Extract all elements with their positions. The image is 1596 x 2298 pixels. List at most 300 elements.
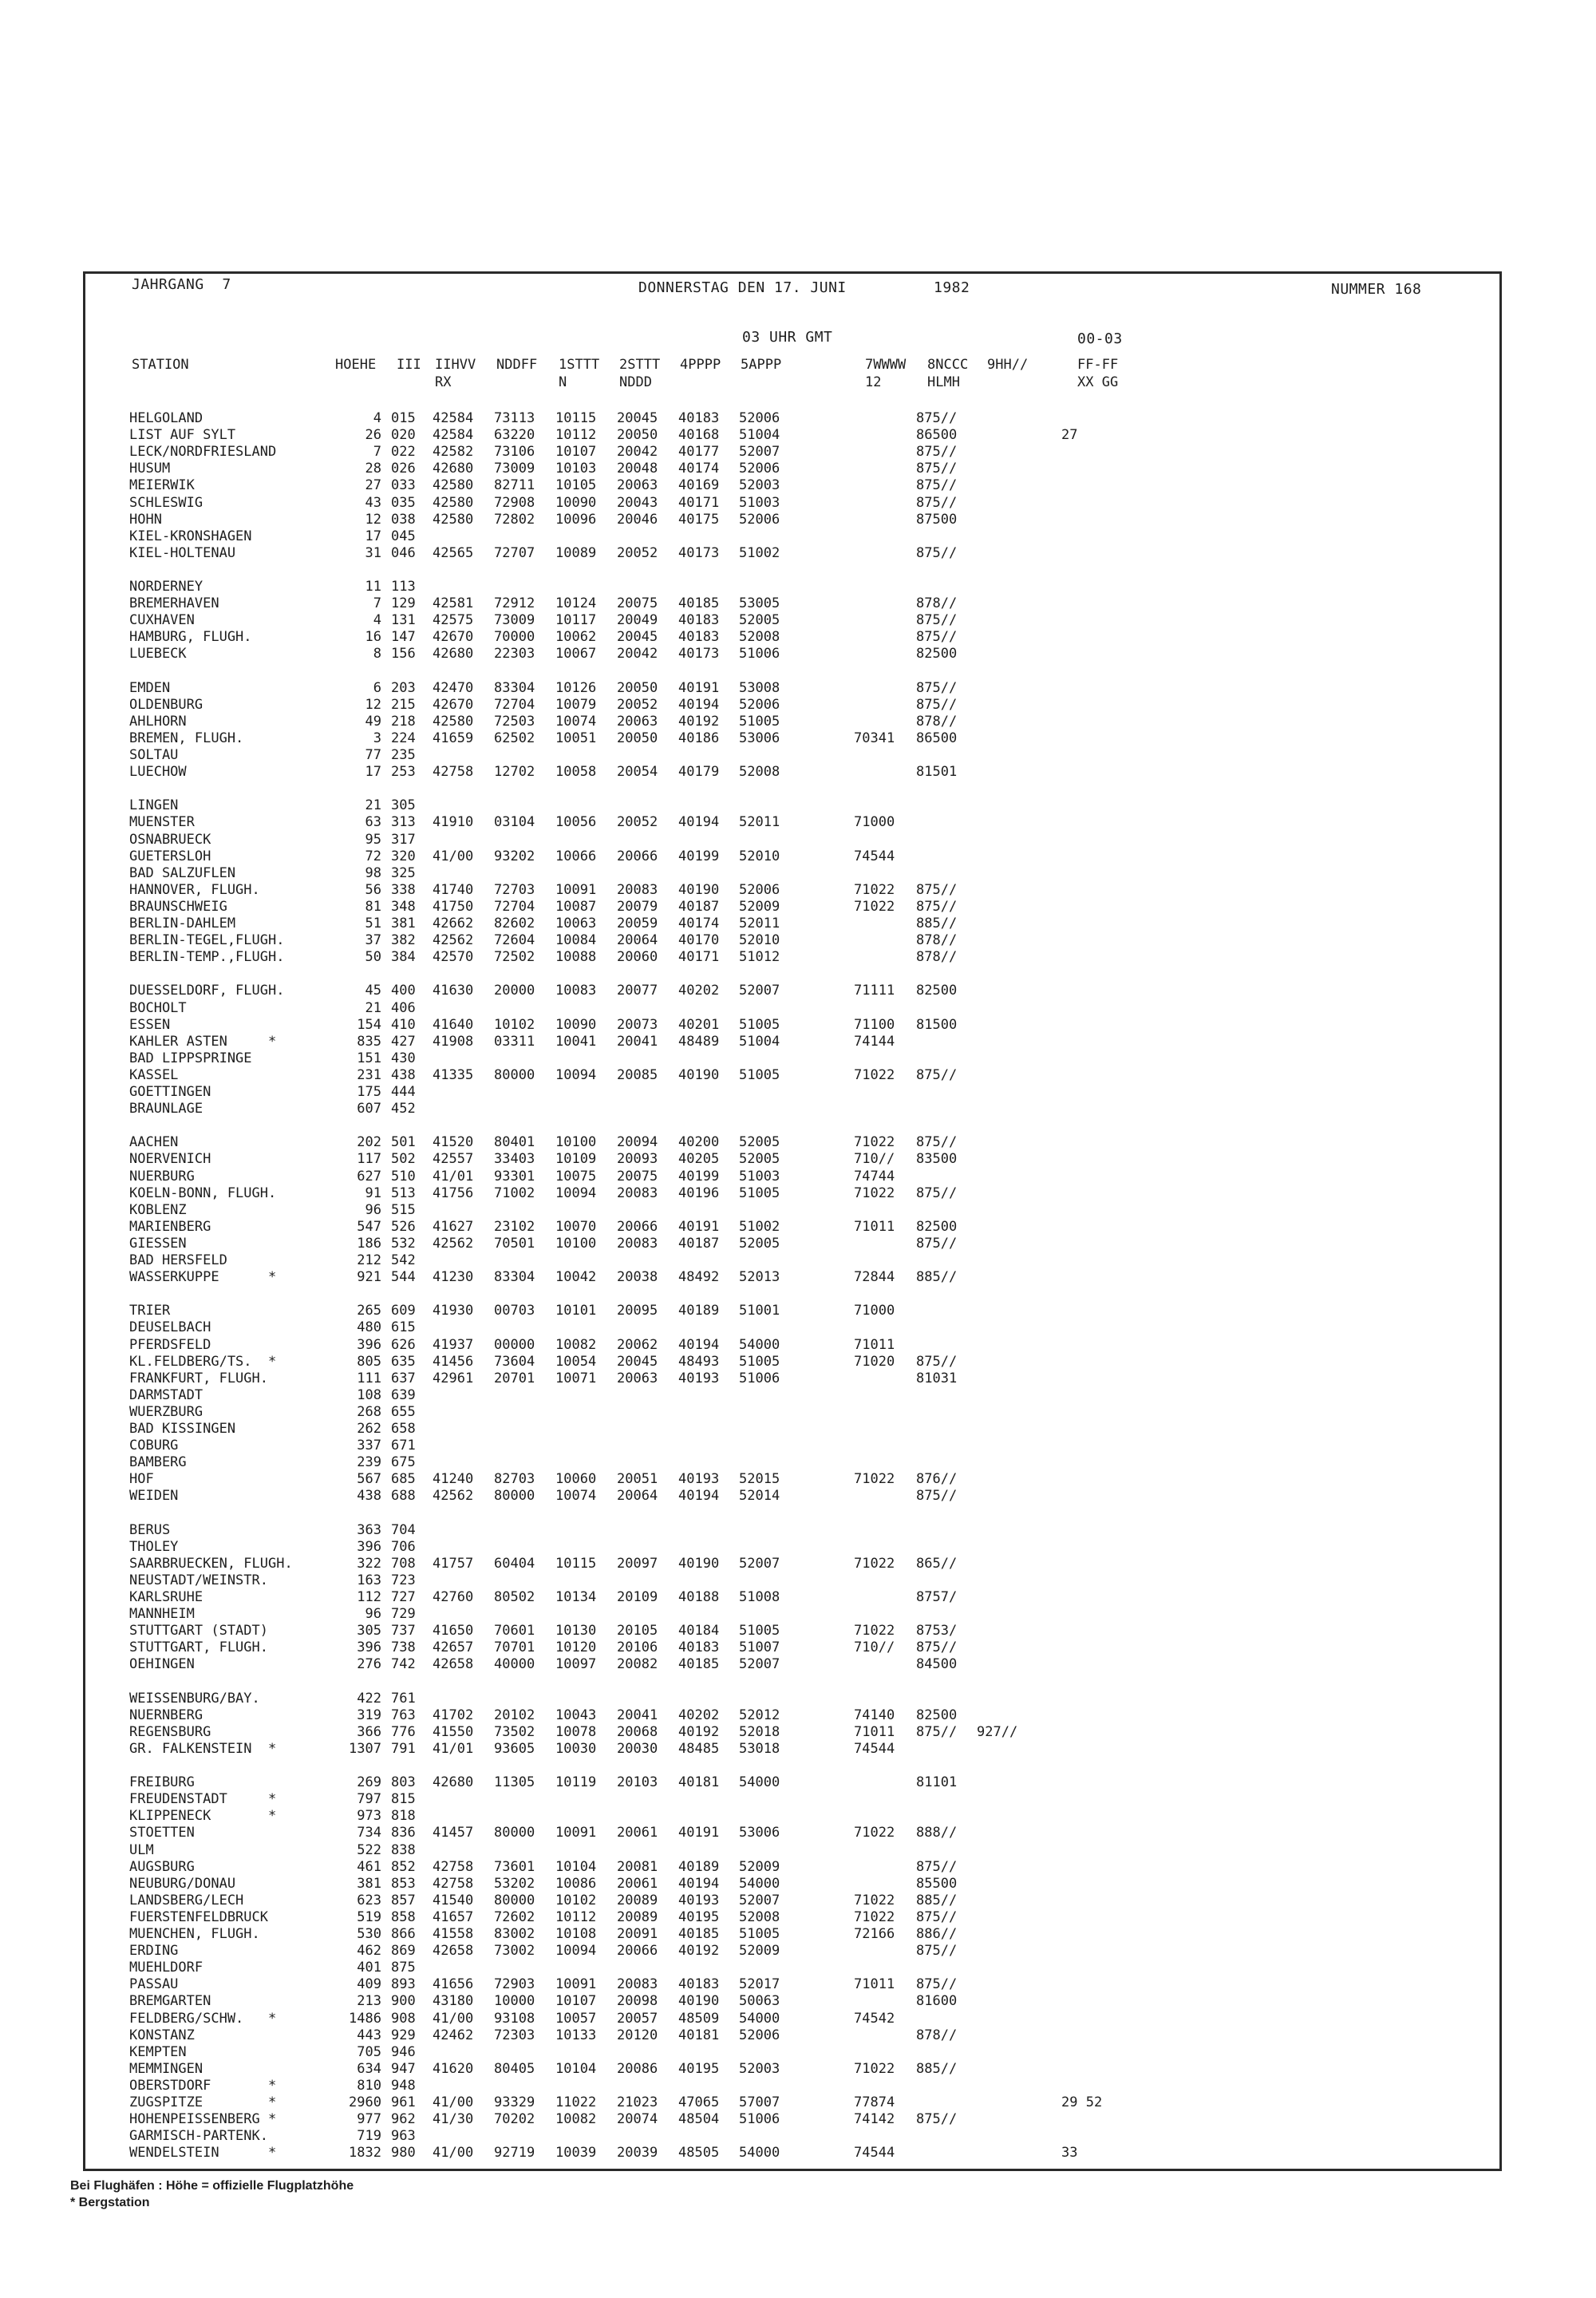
cell-5appp: 52007 xyxy=(739,983,780,999)
cell-2sttt: 20120 xyxy=(617,2027,658,2043)
cell-iii: 685 xyxy=(391,1471,416,1488)
cell-hoehe: 337 xyxy=(357,1438,381,1454)
cell-7wwww: 71000 xyxy=(854,1303,895,1319)
cell-2sttt: 20060 xyxy=(617,949,658,966)
cell-7wwww: 71022 xyxy=(854,898,895,915)
cell-hoehe: 7 xyxy=(373,595,381,612)
cell-4pppp: 40174 xyxy=(678,461,720,477)
cell-station: WASSERKUPPE * xyxy=(129,1269,277,1286)
cell-4pppp: 40193 xyxy=(678,1370,720,1386)
cell-2sttt: 20091 xyxy=(617,1926,658,1942)
cell-8nccc: 885// xyxy=(916,1269,958,1286)
cell-iihvv: 42580 xyxy=(433,494,474,511)
cell-7wwww: 72166 xyxy=(854,1926,895,1942)
cell-iii: 406 xyxy=(391,999,416,1016)
cell-5appp: 52012 xyxy=(739,1707,780,1723)
cell-iihvv: 41657 xyxy=(433,1908,474,1925)
table-row xyxy=(0,1808,1596,1824)
table-row xyxy=(0,932,1596,948)
cell-iii: 218 xyxy=(391,713,416,730)
cell-1sttt: 10108 xyxy=(555,1926,597,1942)
cell-hoehe: 151 xyxy=(357,1050,381,1066)
cell-2sttt: 20097 xyxy=(617,1555,658,1572)
cell-2sttt: 20039 xyxy=(617,2145,658,2162)
cell-iii: 427 xyxy=(391,1033,416,1050)
cell-1sttt: 10051 xyxy=(555,730,597,746)
cell-nddff: 93108 xyxy=(494,2010,535,2027)
cell-8nccc: 885// xyxy=(916,916,958,931)
cell-iii: 853 xyxy=(391,1875,416,1892)
cell-2sttt: 20082 xyxy=(617,1656,658,1673)
cell-7wwww: 74744 xyxy=(854,1168,895,1185)
cell-iihvv: 41937 xyxy=(433,1336,474,1353)
table-row xyxy=(0,747,1596,763)
col-2sttt: 2STTT NDDD xyxy=(619,357,661,390)
cell-7wwww: 71022 xyxy=(854,1185,895,1201)
cell-ff: 29 52 xyxy=(1061,2094,1103,2110)
cell-8nccc: 85500 xyxy=(916,1875,958,1892)
cell-1sttt: 10084 xyxy=(555,932,597,949)
cell-1sttt: 10056 xyxy=(555,814,597,831)
cell-8nccc: 875// xyxy=(916,612,958,629)
cell-4pppp: 40185 xyxy=(678,1926,720,1942)
cell-7wwww: 71022 xyxy=(854,1908,895,1925)
cell-2sttt: 20043 xyxy=(617,494,658,511)
cell-hoehe: 186 xyxy=(357,1235,381,1252)
cell-iii: 761 xyxy=(391,1690,416,1707)
cell-2sttt: 20086 xyxy=(617,2060,658,2077)
cell-5appp: 52006 xyxy=(739,461,780,477)
cell-5appp: 51005 xyxy=(739,1623,780,1639)
cell-5appp: 52008 xyxy=(739,1908,780,1925)
cell-4pppp: 40194 xyxy=(678,814,720,831)
cell-hoehe: 363 xyxy=(357,1521,381,1538)
cell-hoehe: 409 xyxy=(357,1976,381,1993)
cell-8nccc: 888// xyxy=(916,1825,958,1841)
cell-station: BAD KISSINGEN xyxy=(129,1421,236,1437)
cell-7wwww: 74142 xyxy=(854,2111,895,2128)
cell-hoehe: 422 xyxy=(357,1690,381,1707)
cell-station: MUENCHEN, FLUGH. xyxy=(129,1926,260,1942)
cell-1sttt: 10091 xyxy=(555,1825,597,1841)
table-row xyxy=(0,1909,1596,1925)
cell-5appp: 51002 xyxy=(739,1218,780,1235)
cell-iii: 532 xyxy=(391,1235,416,1252)
cell-2sttt: 20109 xyxy=(617,1589,658,1605)
cell-nddff: 83002 xyxy=(494,1926,535,1942)
cell-iii: 818 xyxy=(391,1808,416,1825)
cell-8nccc: 876// xyxy=(916,1471,958,1488)
table-row xyxy=(0,2061,1596,2077)
cell-nddff: 93202 xyxy=(494,848,535,864)
cell-iihvv: 42680 xyxy=(433,646,474,663)
cell-4pppp: 48505 xyxy=(678,2145,720,2162)
cell-iii: 708 xyxy=(391,1555,416,1572)
cell-1sttt: 10115 xyxy=(555,410,597,426)
cell-hoehe: 3 xyxy=(373,730,381,746)
cell-hoehe: 56 xyxy=(365,881,381,898)
col-hoehe: HOEHE xyxy=(335,357,377,373)
cell-7wwww: 71022 xyxy=(854,2060,895,2077)
cell-2sttt: 20050 xyxy=(617,427,658,444)
cell-2sttt: 20061 xyxy=(617,1825,658,1841)
table-row xyxy=(0,1438,1596,1454)
table-row xyxy=(0,1219,1596,1235)
cell-iihvv: 41230 xyxy=(433,1269,474,1286)
cell-hoehe: 31 xyxy=(365,544,381,561)
cell-station: ULM xyxy=(129,1841,154,1858)
table-row xyxy=(0,1606,1596,1622)
table-row xyxy=(0,1050,1596,1066)
cell-1sttt: 10030 xyxy=(555,1740,597,1757)
cell-hoehe: 7 xyxy=(373,444,381,461)
cell-8nccc: 875// xyxy=(916,444,958,461)
table-row xyxy=(0,797,1596,813)
cell-hoehe: 154 xyxy=(357,1016,381,1033)
cell-8nccc: 875// xyxy=(916,1353,958,1370)
cell-hoehe: 262 xyxy=(357,1421,381,1437)
cell-hoehe: 401 xyxy=(357,1960,381,1976)
cell-2sttt: 20051 xyxy=(617,1471,658,1488)
cell-iii: 688 xyxy=(391,1488,416,1505)
cell-iii: 156 xyxy=(391,646,416,663)
cell-station: LIST AUF SYLT xyxy=(129,427,236,444)
cell-2sttt: 20062 xyxy=(617,1336,658,1353)
cell-2sttt: 20066 xyxy=(617,1943,658,1960)
cell-8nccc: 878// xyxy=(916,595,958,612)
cell-4pppp: 40190 xyxy=(678,1555,720,1572)
cell-hoehe: 797 xyxy=(357,1791,381,1808)
cell-1sttt: 10041 xyxy=(555,1033,597,1050)
cell-station: BREMGARTEN xyxy=(129,1993,211,2010)
cell-5appp: 51003 xyxy=(739,494,780,511)
cell-iii: 609 xyxy=(391,1303,416,1319)
table-row xyxy=(0,2128,1596,2144)
cell-4pppp: 48489 xyxy=(678,1033,720,1050)
cell-station: OBERSTDORF * xyxy=(129,2077,277,2094)
table-row xyxy=(0,1724,1596,1740)
cell-hoehe: 1307 xyxy=(349,1740,381,1757)
cell-4pppp: 40190 xyxy=(678,1993,720,2010)
cell-station: HELGOLAND xyxy=(129,410,203,426)
cell-5appp: 51012 xyxy=(739,949,780,966)
cell-nddff: 73502 xyxy=(494,1723,535,1740)
cell-5appp: 51004 xyxy=(739,427,780,444)
cell-iihvv: 41908 xyxy=(433,1033,474,1050)
cell-8nccc: 875// xyxy=(916,494,958,511)
cell-1sttt: 10097 xyxy=(555,1656,597,1673)
cell-station: BAD LIPPSPRINGE xyxy=(129,1050,252,1066)
table-row xyxy=(0,1859,1596,1875)
table-row xyxy=(0,444,1596,460)
cell-1sttt: 10130 xyxy=(555,1623,597,1639)
table-row xyxy=(0,495,1596,511)
cell-nddff: 82703 xyxy=(494,1471,535,1488)
cell-5appp: 51006 xyxy=(739,1370,780,1386)
cell-2sttt: 21023 xyxy=(617,2094,658,2110)
cell-station: WEISSENBURG/BAY. xyxy=(129,1690,260,1707)
cell-1sttt: 10134 xyxy=(555,1589,597,1605)
cell-4pppp: 40199 xyxy=(678,848,720,864)
cell-station: THOLEY xyxy=(129,1538,179,1555)
cell-4pppp: 40187 xyxy=(678,898,720,915)
cell-5appp: 53005 xyxy=(739,595,780,612)
cell-hoehe: 366 xyxy=(357,1723,381,1740)
cell-hoehe: 1486 xyxy=(349,2010,381,2027)
cell-iii: 776 xyxy=(391,1723,416,1740)
cell-ff: 27 xyxy=(1061,427,1078,444)
cell-iii: 513 xyxy=(391,1185,416,1201)
cell-iihvv: 42582 xyxy=(433,444,474,461)
cell-5appp: 52009 xyxy=(739,1858,780,1875)
cell-2sttt: 20050 xyxy=(617,679,658,696)
cell-1sttt: 10091 xyxy=(555,1976,597,1993)
footnote-airports: Bei Flughäfen : Höhe = offizielle Flugplatzhöhe xyxy=(70,2179,354,2193)
cell-nddff: 40000 xyxy=(494,1656,535,1673)
cell-nddff: 03311 xyxy=(494,1033,535,1050)
cell-station: LANDSBERG/LECH xyxy=(129,1892,244,1908)
cell-station: PFERDSFELD xyxy=(129,1336,211,1353)
cell-iihvv: 41702 xyxy=(433,1707,474,1723)
cell-iihvv: 42575 xyxy=(433,612,474,629)
cell-hoehe: 49 xyxy=(365,713,381,730)
table-row xyxy=(0,1876,1596,1892)
cell-4pppp: 40193 xyxy=(678,1892,720,1908)
cell-4pppp: 40171 xyxy=(678,494,720,511)
cell-hoehe: 461 xyxy=(357,1858,381,1875)
cell-1sttt: 10087 xyxy=(555,898,597,915)
cell-iii: 635 xyxy=(391,1353,416,1370)
cell-iii: 015 xyxy=(391,410,416,426)
cell-iihvv: 41627 xyxy=(433,1218,474,1235)
cell-7wwww: 71111 xyxy=(854,983,895,999)
cell-station: NORDERNEY xyxy=(129,579,203,595)
cell-8nccc: 875// xyxy=(916,1185,958,1201)
cell-hoehe: 111 xyxy=(357,1370,381,1386)
cell-1sttt: 10094 xyxy=(555,1943,597,1960)
cell-station: ESSEN xyxy=(129,1016,171,1033)
cell-iii: 542 xyxy=(391,1252,416,1268)
cell-4pppp: 48504 xyxy=(678,2111,720,2128)
table-row xyxy=(0,680,1596,696)
cell-2sttt: 20068 xyxy=(617,1723,658,1740)
cell-nddff: 72704 xyxy=(494,898,535,915)
cell-nddff: 82602 xyxy=(494,916,535,931)
cell-hoehe: 51 xyxy=(365,916,381,931)
cell-iihvv: 41/01 xyxy=(433,1168,474,1185)
table-row xyxy=(0,646,1596,662)
cell-5appp: 52006 xyxy=(739,511,780,528)
cell-4pppp: 40168 xyxy=(678,427,720,444)
table-row xyxy=(0,1691,1596,1707)
cell-5appp: 51006 xyxy=(739,2111,780,2128)
cell-iii: 338 xyxy=(391,881,416,898)
cell-8nccc: 875// xyxy=(916,1066,958,1083)
cell-8nccc: 81501 xyxy=(916,764,958,781)
cell-station: GARMISCH-PARTENK. xyxy=(129,2128,268,2145)
cell-4pppp: 40177 xyxy=(678,444,720,461)
cell-4pppp: 40187 xyxy=(678,1235,720,1252)
cell-iii: 655 xyxy=(391,1403,416,1420)
cell-4pppp: 40202 xyxy=(678,1707,720,1723)
cell-iihvv: 41558 xyxy=(433,1926,474,1942)
cell-1sttt: 10083 xyxy=(555,983,597,999)
cell-nddff: 83304 xyxy=(494,1269,535,1286)
cell-hoehe: 231 xyxy=(357,1066,381,1083)
cell-iihvv: 41910 xyxy=(433,814,474,831)
cell-8nccc: 81031 xyxy=(916,1370,958,1386)
cell-iii: 526 xyxy=(391,1218,416,1235)
cell-5appp: 51005 xyxy=(739,1066,780,1083)
cell-2sttt: 20061 xyxy=(617,1875,658,1892)
cell-hoehe: 519 xyxy=(357,1908,381,1925)
cell-2sttt: 20089 xyxy=(617,1908,658,1925)
cell-nddff: 72303 xyxy=(494,2027,535,2043)
cell-iii: 704 xyxy=(391,1521,416,1538)
cell-hoehe: 443 xyxy=(357,2027,381,2043)
cell-iihvv: 42758 xyxy=(433,1858,474,1875)
table-row xyxy=(0,1084,1596,1100)
cell-iii: 658 xyxy=(391,1421,416,1437)
cell-7wwww: 71011 xyxy=(854,1336,895,1353)
cell-7wwww: 71011 xyxy=(854,1723,895,1740)
cell-5appp: 53008 xyxy=(739,679,780,696)
cell-5appp: 52010 xyxy=(739,932,780,949)
cell-5appp: 52008 xyxy=(739,764,780,781)
cell-hoehe: 11 xyxy=(365,579,381,595)
cell-nddff: 70601 xyxy=(494,1623,535,1639)
cell-iii: 852 xyxy=(391,1858,416,1875)
cell-station: TRIER xyxy=(129,1303,171,1319)
cell-1sttt: 10071 xyxy=(555,1370,597,1386)
col-iii: III xyxy=(397,357,421,373)
cell-iii: 348 xyxy=(391,898,416,915)
table-row xyxy=(0,427,1596,443)
cell-8nccc: 81101 xyxy=(916,1774,958,1791)
cell-hoehe: 6 xyxy=(373,679,381,696)
cell-station: LUEBECK xyxy=(129,646,187,663)
cell-1sttt: 10124 xyxy=(555,595,597,612)
cell-1sttt: 10042 xyxy=(555,1269,597,1286)
table-row xyxy=(0,1926,1596,1942)
cell-station: KIEL-KRONSHAGEN xyxy=(129,528,252,544)
jahrgang-label: JAHRGANG 7 xyxy=(132,276,231,293)
cell-iii: 706 xyxy=(391,1538,416,1555)
cell-hoehe: 705 xyxy=(357,2043,381,2060)
cell-hoehe: 81 xyxy=(365,898,381,915)
cell-iii: 742 xyxy=(391,1656,416,1673)
cell-2sttt: 20083 xyxy=(617,1976,658,1993)
cell-station: BAD SALZUFLEN xyxy=(129,864,236,881)
cell-2sttt: 20030 xyxy=(617,1740,658,1757)
table-row xyxy=(0,1000,1596,1016)
cell-4pppp: 40194 xyxy=(678,1875,720,1892)
cell-iihvv: 41750 xyxy=(433,898,474,915)
cell-7wwww: 710// xyxy=(854,1639,895,1656)
table-row xyxy=(0,595,1596,611)
cell-5appp: 51005 xyxy=(739,713,780,730)
cell-station: GUETERSLOH xyxy=(129,848,211,864)
cell-1sttt: 10107 xyxy=(555,1993,597,2010)
table-row xyxy=(0,764,1596,780)
cell-nddff: 73604 xyxy=(494,1353,535,1370)
cell-iihvv: 41/00 xyxy=(433,2094,474,2110)
cell-station: KOBLENZ xyxy=(129,1201,187,1218)
cell-8nccc: 82500 xyxy=(916,646,958,663)
cell-station: MUEHLDORF xyxy=(129,1960,203,1976)
cell-iii: 637 xyxy=(391,1370,416,1386)
cell-4pppp: 40205 xyxy=(678,1151,720,1168)
cell-2sttt: 20095 xyxy=(617,1303,658,1319)
cell-nddff: 92719 xyxy=(494,2145,535,2162)
cell-iihvv: 42662 xyxy=(433,916,474,931)
cell-iii: 815 xyxy=(391,1791,416,1808)
cell-8nccc: 875// xyxy=(916,1235,958,1252)
cell-iii: 948 xyxy=(391,2077,416,2094)
footnote-mountain: * Bergstation xyxy=(70,2196,150,2209)
cell-iihvv: 42562 xyxy=(433,1488,474,1505)
cell-1sttt: 10100 xyxy=(555,1134,597,1151)
period-label: 00-03 xyxy=(1077,330,1123,347)
cell-5appp: 54000 xyxy=(739,1336,780,1353)
cell-5appp: 52006 xyxy=(739,696,780,713)
table-row xyxy=(0,1960,1596,1976)
col-ff: FF-FF XX GG xyxy=(1077,357,1119,390)
cell-station: KEMPTEN xyxy=(129,2043,187,2060)
cell-hoehe: 12 xyxy=(365,696,381,713)
cell-nddff: 72703 xyxy=(494,881,535,898)
cell-iihvv: 42961 xyxy=(433,1370,474,1386)
cell-hoehe: 276 xyxy=(357,1656,381,1673)
cell-hoehe: 91 xyxy=(365,1185,381,1201)
cell-nddff: 80401 xyxy=(494,1134,535,1151)
cell-2sttt: 20093 xyxy=(617,1151,658,1168)
cell-station: PASSAU xyxy=(129,1976,179,1993)
cell-5appp: 51005 xyxy=(739,1353,780,1370)
cell-hoehe: 17 xyxy=(365,764,381,781)
cell-1sttt: 10074 xyxy=(555,1488,597,1505)
cell-8nccc: 875// xyxy=(916,1488,958,1505)
table-row xyxy=(0,579,1596,595)
cell-8nccc: 875// xyxy=(916,629,958,646)
cell-nddff: 00000 xyxy=(494,1336,535,1353)
cell-2sttt: 20041 xyxy=(617,1707,658,1723)
cell-hoehe: 921 xyxy=(357,1269,381,1286)
cell-iii: 382 xyxy=(391,932,416,949)
cell-station: OLDENBURG xyxy=(129,696,203,713)
cell-station: MEIERWIK xyxy=(129,477,195,494)
table-row xyxy=(0,1370,1596,1386)
cell-station: KL.FELDBERG/TS. * xyxy=(129,1353,277,1370)
table-row xyxy=(0,832,1596,848)
cell-7wwww: 74544 xyxy=(854,1740,895,1757)
cell-hoehe: 50 xyxy=(365,949,381,966)
cell-1sttt: 10082 xyxy=(555,1336,597,1353)
issue-number: NUMMER 168 xyxy=(1331,281,1422,298)
cell-iii: 224 xyxy=(391,730,416,746)
cell-iii: 626 xyxy=(391,1336,416,1353)
cell-hoehe: 175 xyxy=(357,1084,381,1100)
col-1sttt: 1STTT N xyxy=(559,357,600,390)
cell-station: BERLIN-DAHLEM xyxy=(129,916,236,931)
cell-hoehe: 265 xyxy=(357,1303,381,1319)
cell-station: FELDBERG/SCHW. * xyxy=(129,2010,277,2027)
cell-nddff: 70000 xyxy=(494,629,535,646)
cell-hoehe: 37 xyxy=(365,932,381,949)
cell-5appp: 51004 xyxy=(739,1033,780,1050)
cell-hoehe: 627 xyxy=(357,1168,381,1185)
cell-4pppp: 40181 xyxy=(678,2027,720,2043)
